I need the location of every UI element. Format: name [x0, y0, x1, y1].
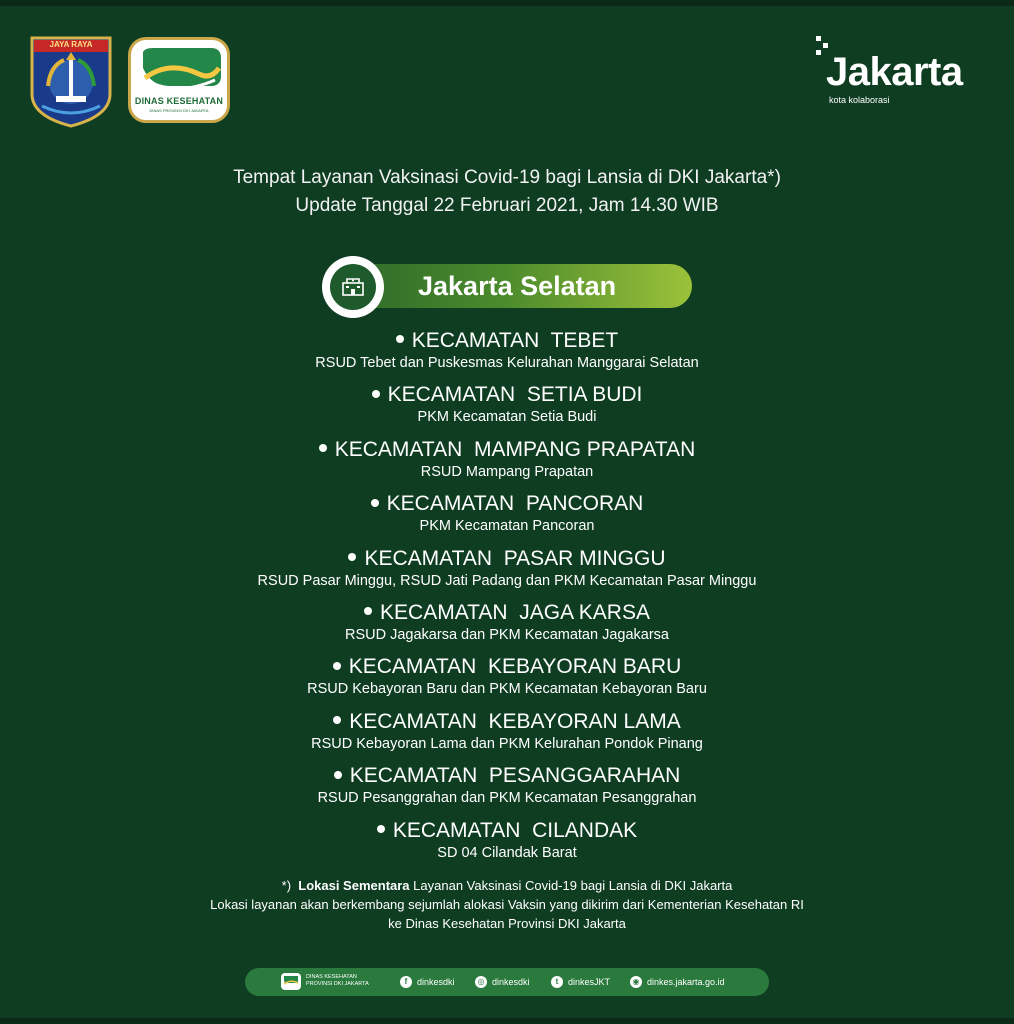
- kecamatan-location: SD 04 Cilandak Barat: [437, 844, 577, 861]
- bullet-icon: [396, 335, 404, 343]
- bottom-border: [0, 1018, 1014, 1024]
- kecamatan-location: RSUD Kebayoran Lama dan PKM Kelurahan Pondok Pinang: [311, 735, 703, 752]
- jakarta-brand-logo: [816, 36, 991, 108]
- brand-tagline: kota kolaborasi: [829, 95, 890, 105]
- footer-org-name: [306, 974, 369, 988]
- footnote-line-2: Lokasi layanan akan berkembang sejumlah alokasi Vaksin yang dikirim dari Kementerian Kesehatan RI: [210, 897, 804, 912]
- kecamatan-location: RSUD Tebet dan Puskesmas Kelurahan Manggarai Selatan: [315, 355, 699, 371]
- globe-icon: ◉: [630, 976, 642, 988]
- bullet-icon: [348, 553, 356, 561]
- kecamatan-name: KECAMATAN KEBAYORAN BARU: [348, 655, 682, 679]
- list-item: [0, 763, 1014, 817]
- dinkes-swoosh-icon: [139, 46, 225, 96]
- instagram-handle: dinkesdki: [492, 977, 530, 987]
- kecamatan-location: RSUD Pesanggrahan dan PKM Kecamatan Pesanggrahan: [317, 790, 697, 807]
- footer-org-line-1: DINAS KESEHATAN: [306, 974, 357, 980]
- bullet-icon: [372, 390, 380, 398]
- social-footer: [245, 968, 769, 996]
- footer-org-line-2: PROVINSI DKI JAKARTA: [306, 981, 369, 987]
- kecamatan-location: RSUD Jagakarsa dan PKM Kecamatan Jagakarsa: [345, 626, 669, 643]
- kecamatan-name: KECAMATAN PANCORAN: [386, 492, 644, 516]
- twitter-icon: t: [551, 976, 563, 988]
- footnote-marker: *): [281, 878, 292, 893]
- twitter-link[interactable]: [551, 968, 610, 996]
- list-item: [0, 491, 1014, 545]
- list-item: [0, 818, 1014, 872]
- facebook-handle: dinkesdki: [417, 977, 455, 987]
- kecamatan-name: KECAMATAN JAGA KARSA: [380, 600, 650, 624]
- kecamatan-name: KECAMATAN CILANDAK: [392, 818, 638, 842]
- footnote-bold: Lokasi Sementara: [298, 878, 410, 893]
- list-item: [0, 709, 1014, 763]
- bullet-icon: [364, 607, 372, 615]
- twitter-handle: dinkesJKT: [568, 977, 611, 987]
- dinkes-logo-subtitle: DINAS PROVINSI DKI JAKARTA: [149, 108, 209, 113]
- kecamatan-name: KECAMATAN PASAR MINGGU: [364, 546, 666, 570]
- top-border: [0, 0, 1014, 6]
- kecamatan-location: RSUD Mampang Prapatan: [420, 463, 594, 480]
- list-item: [0, 437, 1014, 491]
- kecamatan-list: [0, 328, 1014, 872]
- footnote-line-3: ke Dinas Kesehatan Provinsi DKI Jakarta: [388, 916, 626, 931]
- building-icon: [341, 277, 365, 297]
- dki-emblem-logo: [30, 36, 112, 128]
- kecamatan-name: KECAMATAN KEBAYORAN LAMA: [349, 709, 681, 733]
- page-title: [0, 164, 1014, 220]
- dinkes-logo-title: DINAS KESEHATAN: [134, 96, 224, 106]
- kecamatan-location: RSUD Pasar Minggu, RSUD Jati Padang dan PKM Kecamatan Pasar Minggu: [257, 572, 757, 589]
- region-name: Jakarta Selatan: [418, 271, 617, 301]
- brand-word: Jakarta: [826, 50, 963, 94]
- region-icon-circle: [322, 256, 384, 318]
- list-item: [0, 328, 1014, 382]
- list-item: [0, 382, 1014, 436]
- kecamatan-location: PKM Kecamatan Pancoran: [419, 518, 595, 535]
- emblem-banner-text: JAYA RAYA: [49, 40, 93, 49]
- title-line-2: Update Tanggal 22 Februari 2021, Jam 14.30 WIB: [295, 195, 719, 216]
- title-line-1: Tempat Layanan Vaksinasi Covid-19 bagi Lansia di DKI Jakarta*): [233, 167, 781, 188]
- instagram-link[interactable]: [475, 968, 530, 996]
- list-item: [0, 600, 1014, 654]
- instagram-icon: ◎: [475, 976, 487, 988]
- website-link[interactable]: [630, 968, 725, 996]
- list-item: [0, 654, 1014, 708]
- dinkes-logo: [128, 37, 230, 123]
- bullet-icon: [333, 662, 341, 670]
- footnote: [0, 876, 1014, 933]
- kecamatan-location: RSUD Kebayoran Baru dan PKM Kecamatan Kebayoran Baru: [307, 681, 707, 698]
- bullet-icon: [377, 825, 385, 833]
- footnote-rest: Layanan Vaksinasi Covid-19 bagi Lansia di DKI Jakarta: [413, 878, 733, 893]
- kecamatan-name: KECAMATAN SETIA BUDI: [387, 383, 643, 407]
- kecamatan-location: PKM Kecamatan Setia Budi: [417, 409, 597, 426]
- website-url: dinkes.jakarta.go.id: [647, 977, 725, 987]
- region-banner: [322, 256, 692, 318]
- bullet-icon: [371, 499, 379, 507]
- facebook-link[interactable]: [400, 968, 455, 996]
- facebook-icon: f: [400, 976, 412, 988]
- bullet-icon: [334, 771, 342, 779]
- kecamatan-name: KECAMATAN MAMPANG PRAPATAN: [334, 437, 696, 461]
- footnote-line-1: [0, 876, 1014, 895]
- list-item: [0, 546, 1014, 600]
- dinkes-mini-logo-icon: [281, 973, 301, 990]
- bullet-icon: [319, 444, 327, 452]
- bullet-icon: [333, 716, 341, 724]
- kecamatan-name: KECAMATAN TEBET: [411, 329, 619, 352]
- kecamatan-name: KECAMATAN PESANGGARAHAN: [349, 764, 681, 788]
